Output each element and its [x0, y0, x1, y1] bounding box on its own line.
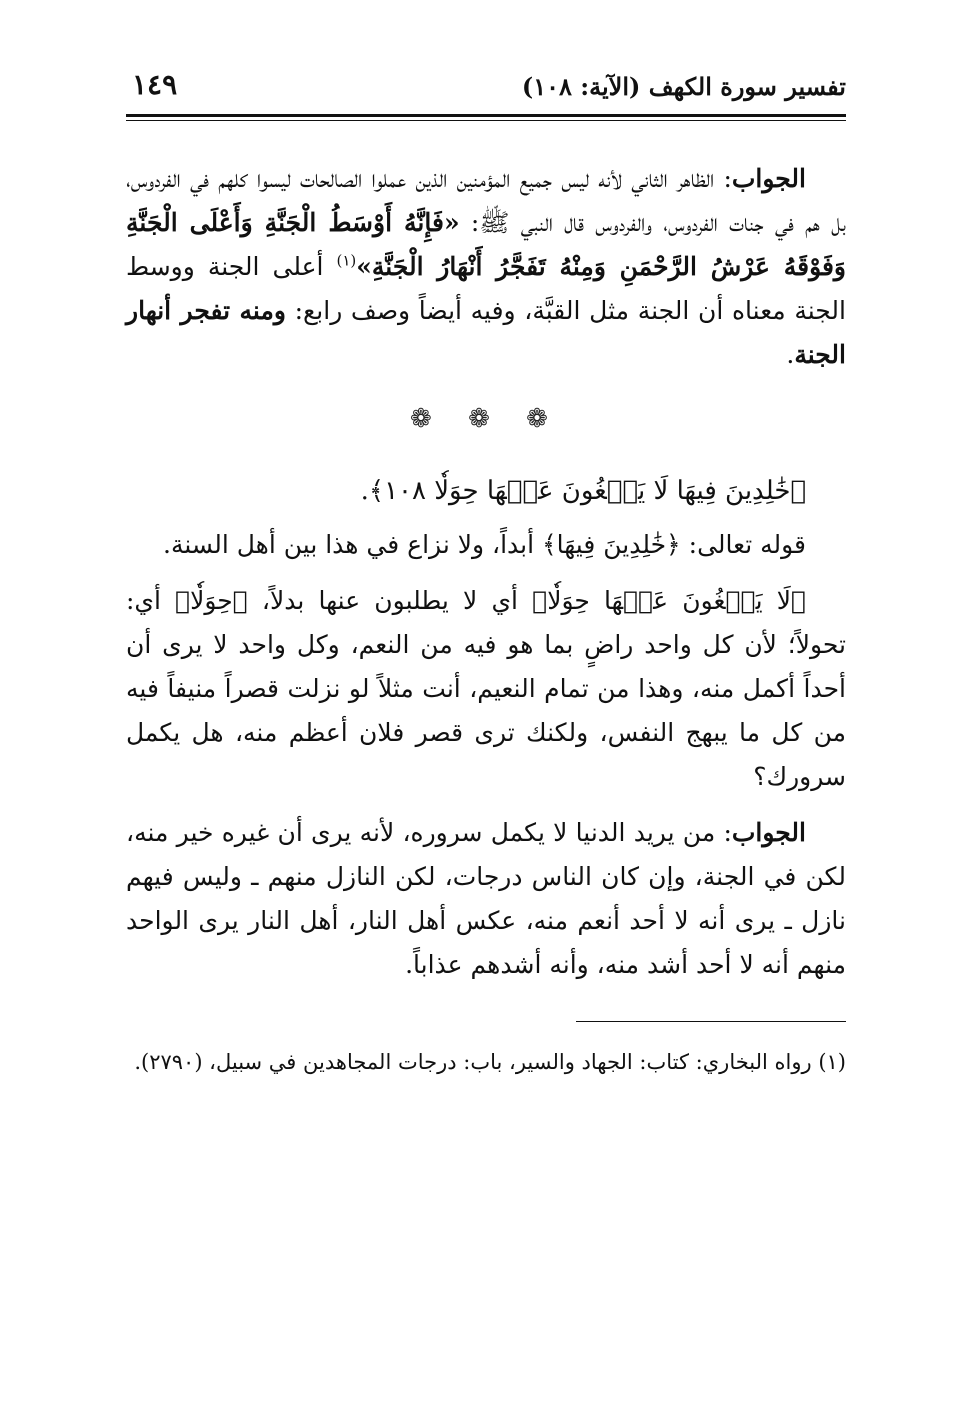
- paragraph-commentary-2: ﴿لَا يَبۡغُونَ عَنۡهَا حِوَلٗا﴾ أي لا يطلبون عنها بدلاً، ﴿حِوَلٗا﴾ أي: تحولاً؛ لأن كل واحد راضٍ بما هو فيه من النعم، وكل واحد لا يرى أن أحداً أكمل منه، وهذا من تمام النعيم، أنت مثلاً لو نزلت قصراً منيفاً فيه من كل ما يبهج النفس، ولكنك ترى قصر فلان أعظم منه، هل يكمل سرورك؟: [126, 586, 846, 791]
- header-rule-thick: [126, 114, 846, 117]
- page-number: ١٤٩: [132, 68, 178, 101]
- answer-label: الجواب: [731, 164, 806, 193]
- quran-verse: ﴿خَٰلِدِينَ فِيهَا لَا يَبۡغُونَ عَنۡهَا حِوَلٗا ١٠٨﴾.: [360, 476, 806, 506]
- footnotes: [126, 1040, 846, 1084]
- paragraph-commentary-1: قوله تعالى: ﴿خَٰلِدِينَ فِيهَا﴾ أبداً، ولا نزاع في هذا بين أهل السنة.: [163, 530, 806, 559]
- hadith-quote: «فَإِنَّهُ أَوْسَطُ الْجَنَّةِ وَأَعْلَى الْجَنَّةِ وَفَوْقَهُ عَرْشُ الرَّحْمَنِ وَمِنْهُ تَفَجَّرُ أَنْهَارُ الْجَنَّةِ»: [126, 208, 847, 281]
- book-page: [126, 62, 846, 1392]
- paragraph-text: : الظاهر الثاني لأنه ليس جميع المؤمنين الذين عملوا الصالحات ليسوا كلهم في الفردوس، بل هم في جنات الفردوس، والفردوس قال النبي ﷺ:: [126, 164, 846, 237]
- paragraph-answer-1: [126, 157, 846, 377]
- paragraph-text: .: [786, 340, 795, 369]
- header-rule-thin: [126, 120, 846, 121]
- paragraph-text: : من يريد الدنيا لا يكمل سروره، لأنه يرى أن غيره خير منه، لكن في الجنة، وإن كان الناس درجات، لكن النازل منهم ـ وليس فيهم نازل ـ يرى أنه لا أحد أنعم منه، عكس أهل النار، أهل النار يرى الواحد منهم أنه لا أحد أشد منه، وأنه أشدهم عذاباً.: [126, 818, 846, 979]
- running-title: تفسير سورة الكهف (الآية: ١٠٨): [521, 72, 846, 101]
- paragraph-text: أعلى الجنة ووسط الجنة معناه أن الجنة مثل القبَّة، وفيه أيضاً وصف رابع:: [126, 252, 846, 325]
- bold-phrase: ومنه تفجر أنهار الجنة: [126, 296, 846, 369]
- body-text: [126, 157, 846, 987]
- footnote-marker: (١): [336, 251, 357, 270]
- page-header: [126, 62, 846, 112]
- footnote-1: (١) رواه البخاري: كتاب: الجهاد والسير، باب: درجات المجاهدين في سبيل، (٢٧٩٠).: [134, 1050, 846, 1074]
- section-divider-ornaments: ❁ ❁ ❁: [410, 404, 562, 434]
- paragraph-answer-2: [126, 811, 846, 987]
- answer-label: الجواب: [731, 818, 806, 847]
- footnote-separator: [576, 1021, 846, 1022]
